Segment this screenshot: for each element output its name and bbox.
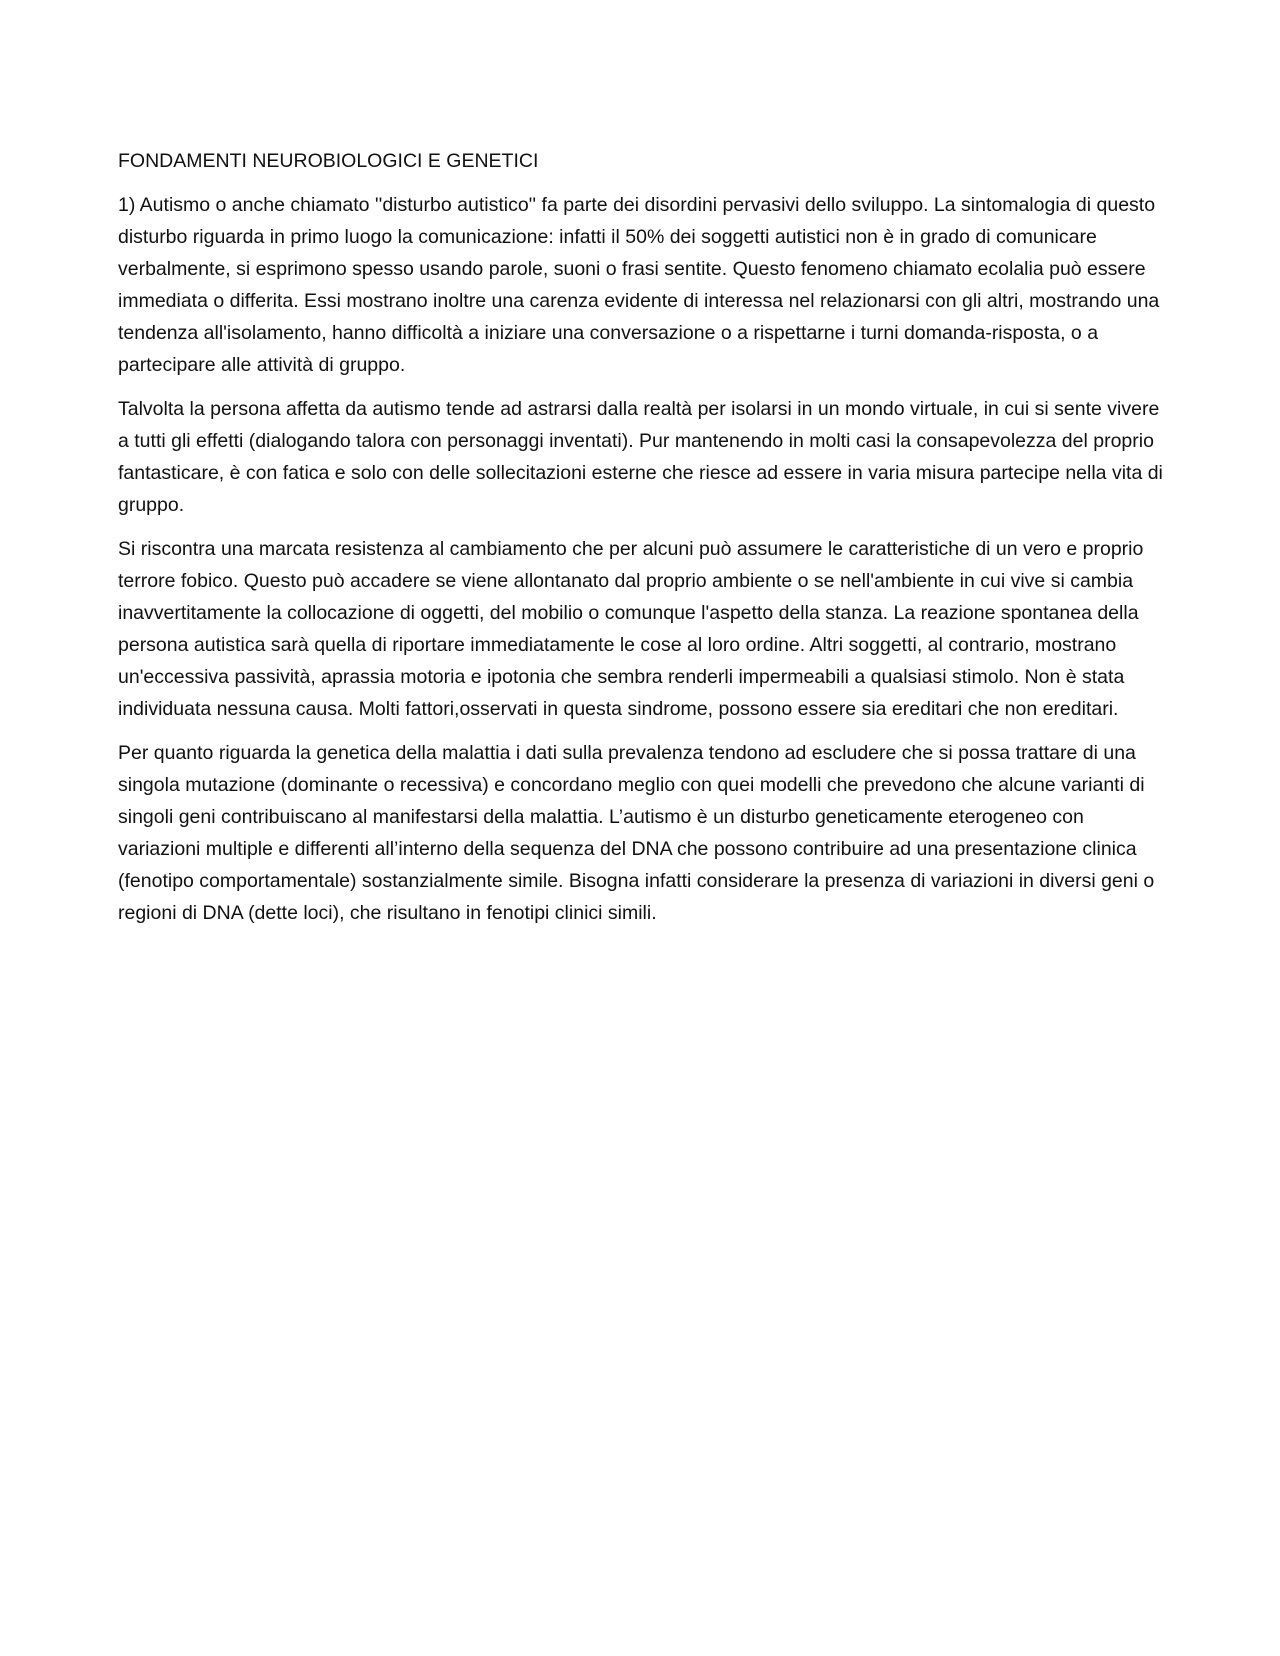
- paragraph-virtual-world: Talvolta la persona affetta da autismo tende ad astrarsi dalla realtà per isolarsi in un mondo virtuale, in cui si sente vivere a tutti gli effetti (dialogando talora con personaggi inventati). Pur mantenendo in molti casi la consapevolezza del proprio fantasticare, è con fatica e solo con delle sollecitazioni esterne che riesce ad essere in varia misura partecipe nella vita di gruppo.: [118, 398, 1163, 516]
- paragraph-resistance-to-change: Si riscontra una marcata resistenza al cambiamento che per alcuni può assumere le caratteristiche di un vero e proprio terrore fobico. Questo può accadere se viene allontanato dal proprio ambiente o se nell'ambiente in cui vive si cambia inavvertitamente la collocazione di oggetti, del mobilio o comunque l'aspetto della stanza. La reazione spontanea della persona autistica sarà quella di riportare immediatamente le cose al loro ordine. Altri soggetti, al contrario, mostrano un'eccessiva passività, aprassia motoria e ipotonia che sembra renderli impermeabili a qualsiasi stimolo. Non è stata individuata nessuna causa. Molti fattori,osservati in questa sindrome, possono essere sia ereditari che non ereditari.: [118, 538, 1144, 720]
- paragraph-genetics: Per quanto riguarda la genetica della malattia i dati sulla prevalenza tendono ad escludere che si possa trattare di una singola mutazione (dominante o recessiva) e concordano meglio con quei modelli che prevedono che alcune varianti di singoli geni contribuiscano al manifestarsi della malattia. L’autismo è un disturbo geneticamente eterogeneo con variazioni multiple e differenti all’interno della sequenza del DNA che possono contribuire ad una presentazione clinica (fenotipo comportamentale) sostanzialmente simile. Bisogna infatti considerare la presenza di variazioni in diversi geni o regioni di DNA (dette loci), che risultano in fenotipi clinici simili.: [118, 742, 1155, 924]
- document-body: [118, 145, 1168, 941]
- document-title: FONDAMENTI NEUROBIOLOGICI E GENETICI: [118, 150, 539, 172]
- paragraph-autism-definition: 1) Autismo o anche chiamato ''disturbo autistico'' fa parte dei disordini pervasivi dello sviluppo. La sintomalogia di questo disturbo riguarda in primo luogo la comunicazione: infatti il 50% dei soggetti autistici non è in grado di comunicare verbalmente, si esprimono spesso usando parole, suoni o frasi sentite. Questo fenomeno chiamato ecolalia può essere immediata o differita. Essi mostrano inoltre una carenza evidente di interessa nel relazionarsi con gli altri, mostrando una tendenza all'isolamento, hanno difficoltà a iniziare una conversazione o a rispettarne i turni domanda-risposta, o a partecipare alle attività di gruppo.: [118, 194, 1160, 376]
